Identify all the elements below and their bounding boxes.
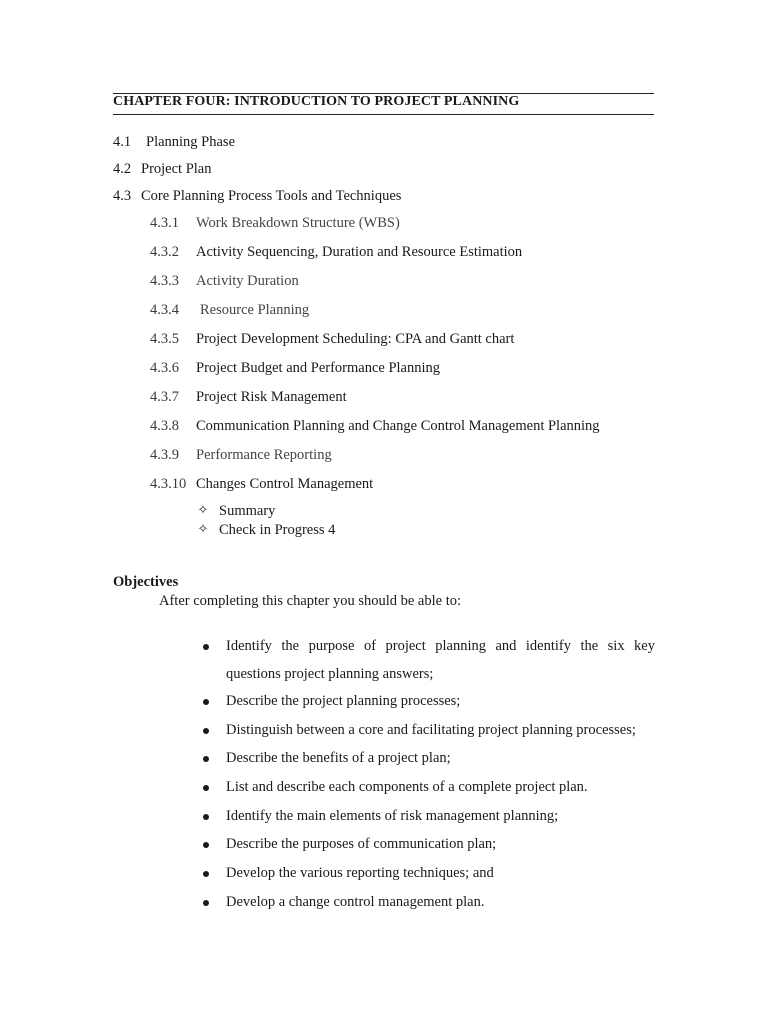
bullet-icon xyxy=(203,644,209,650)
bullet-icon xyxy=(203,900,209,906)
bullet-icon xyxy=(203,871,209,877)
section-label: Project Plan xyxy=(141,161,212,177)
bullet-icon xyxy=(203,728,209,734)
extra-item-label: Summary xyxy=(219,503,276,519)
section-number: 4.2 xyxy=(113,161,132,177)
bullet-icon xyxy=(203,699,209,705)
objective-item: Identify the purpose of project planning and identify the six key xyxy=(226,638,655,654)
diamond-bullet-icon: ✧ xyxy=(197,503,209,518)
subsection-number: 4.3.3 xyxy=(150,273,179,289)
objectives-heading: Objectives xyxy=(113,574,179,590)
subsection-number: 4.3.4 xyxy=(150,302,179,318)
diamond-bullet-icon: ✧ xyxy=(197,522,209,537)
subsection-number: 4.3.10 xyxy=(150,476,187,492)
objective-item: Describe the purposes of communication plan; xyxy=(226,836,497,852)
subsection-number: 4.3.6 xyxy=(150,360,179,376)
objective-item: Describe the project planning processes; xyxy=(226,693,461,709)
objective-item: Develop the various reporting techniques; and xyxy=(226,865,494,881)
subsection-label: Communication Planning and Change Control Management Planning xyxy=(196,418,600,434)
subsection-label: Project Development Scheduling: CPA and Gantt chart xyxy=(196,331,515,347)
subsection-label: Activity Duration xyxy=(196,273,299,289)
objective-item: Develop a change control management plan. xyxy=(226,894,485,910)
subsection-label: Performance Reporting xyxy=(196,447,332,463)
subsection-label: Work Breakdown Structure (WBS) xyxy=(196,215,400,231)
bullet-icon xyxy=(203,756,209,762)
subsection-number: 4.3.7 xyxy=(150,389,179,405)
section-number: 4.3 xyxy=(113,188,132,204)
bottom-rule xyxy=(113,114,654,115)
objective-item: Identify the main elements of risk management planning; xyxy=(226,808,559,824)
section-label: Core Planning Process Tools and Techniques xyxy=(141,188,402,204)
subsection-number: 4.3.1 xyxy=(150,215,179,231)
subsection-number: 4.3.8 xyxy=(150,418,179,434)
bullet-icon xyxy=(203,814,209,820)
objective-item: Describe the benefits of a project plan; xyxy=(226,750,451,766)
objective-item-continued: questions project planning answers; xyxy=(226,666,434,682)
chapter-title: CHAPTER FOUR: INTRODUCTION TO PROJECT PLANNING xyxy=(113,94,520,109)
subsection-label: Activity Sequencing, Duration and Resource Estimation xyxy=(196,244,523,260)
bullet-icon xyxy=(203,842,209,848)
subsection-number: 4.3.2 xyxy=(150,244,179,260)
subsection-label: Project Budget and Performance Planning xyxy=(196,360,441,376)
subsection-label: Resource Planning xyxy=(200,302,310,318)
objective-item: Distinguish between a core and facilitating project planning processes; xyxy=(226,722,636,738)
section-label: Planning Phase xyxy=(146,134,236,150)
subsection-number: 4.3.5 xyxy=(150,331,179,347)
section-number: 4.1 xyxy=(113,134,132,150)
bullet-icon xyxy=(203,785,209,791)
objective-item: List and describe each components of a complete project plan. xyxy=(226,779,588,795)
subsection-label: Changes Control Management xyxy=(196,476,374,492)
extra-item-label: Check in Progress 4 xyxy=(219,522,336,538)
objectives-intro: After completing this chapter you should be able to: xyxy=(159,593,462,609)
subsection-label: Project Risk Management xyxy=(196,389,347,405)
subsection-number: 4.3.9 xyxy=(150,447,179,463)
